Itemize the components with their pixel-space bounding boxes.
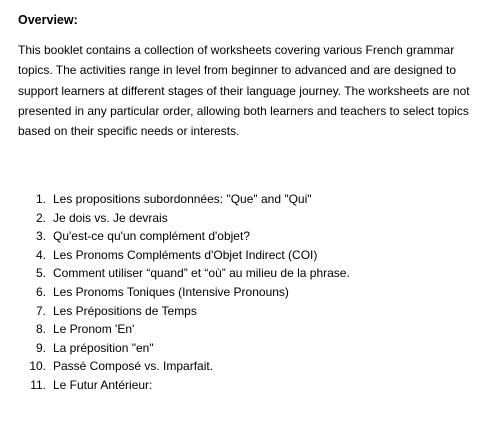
topic-title: Les Prépositions de Temps (53, 303, 197, 318)
topic-number: 3. (35, 229, 46, 244)
overview-heading: Overview: (18, 13, 78, 27)
topic-number: 9. (35, 340, 46, 355)
topic-item (18, 264, 350, 283)
topic-number: 4. (35, 247, 46, 262)
topic-title: Les propositions subordonnées: "Que" and "Qui" (53, 192, 312, 206)
topic-number: 11. (30, 377, 46, 392)
topic-number: 6. (35, 284, 46, 299)
topic-title: Qu'est-ce qu'un complément d'objet? (53, 229, 250, 244)
topic-number: 2. (35, 210, 46, 225)
topic-item (18, 190, 350, 209)
topic-number: 10. (29, 359, 46, 374)
topic-title: Les Pronoms Toniques (Intensive Pronouns) (53, 284, 289, 299)
topic-item (18, 339, 350, 358)
topic-title: Je dois vs. Je devrais (53, 210, 168, 225)
topic-item (18, 283, 350, 302)
overview-paragraph: This booklet contains a collection of worksheets covering various French grammar topics. The activities range in level from beginner to advanced and are designed to support learners at different stages of their language journey. The worksheets are not presented in any particular order, allowing both learners and teachers to select topics based on their specific needs or interests. (18, 43, 470, 139)
topic-item (18, 246, 350, 265)
topic-number: 7. (35, 303, 46, 318)
topic-list (18, 190, 350, 395)
topic-title: Comment utiliser “quand” et “où” au milieu de la phrase. (53, 266, 350, 281)
topic-number: 1. (35, 192, 46, 206)
topic-title: Les Pronoms Compléments d'Objet Indirect (COI) (53, 247, 318, 262)
topic-title: Passé Composé vs. Imparfait. (53, 359, 214, 374)
topic-item (18, 320, 350, 339)
topic-number: 8. (35, 322, 46, 337)
topic-title: Le Futur Antérieur: (53, 377, 153, 392)
topic-item (18, 376, 350, 395)
topic-title: Le Pronom 'En' (53, 322, 135, 337)
topic-title: La préposition "en" (53, 340, 154, 355)
topic-number: 5. (35, 266, 46, 281)
topic-item (18, 209, 350, 228)
topic-item (18, 302, 350, 321)
topic-item (18, 227, 350, 246)
topic-item (18, 357, 350, 376)
